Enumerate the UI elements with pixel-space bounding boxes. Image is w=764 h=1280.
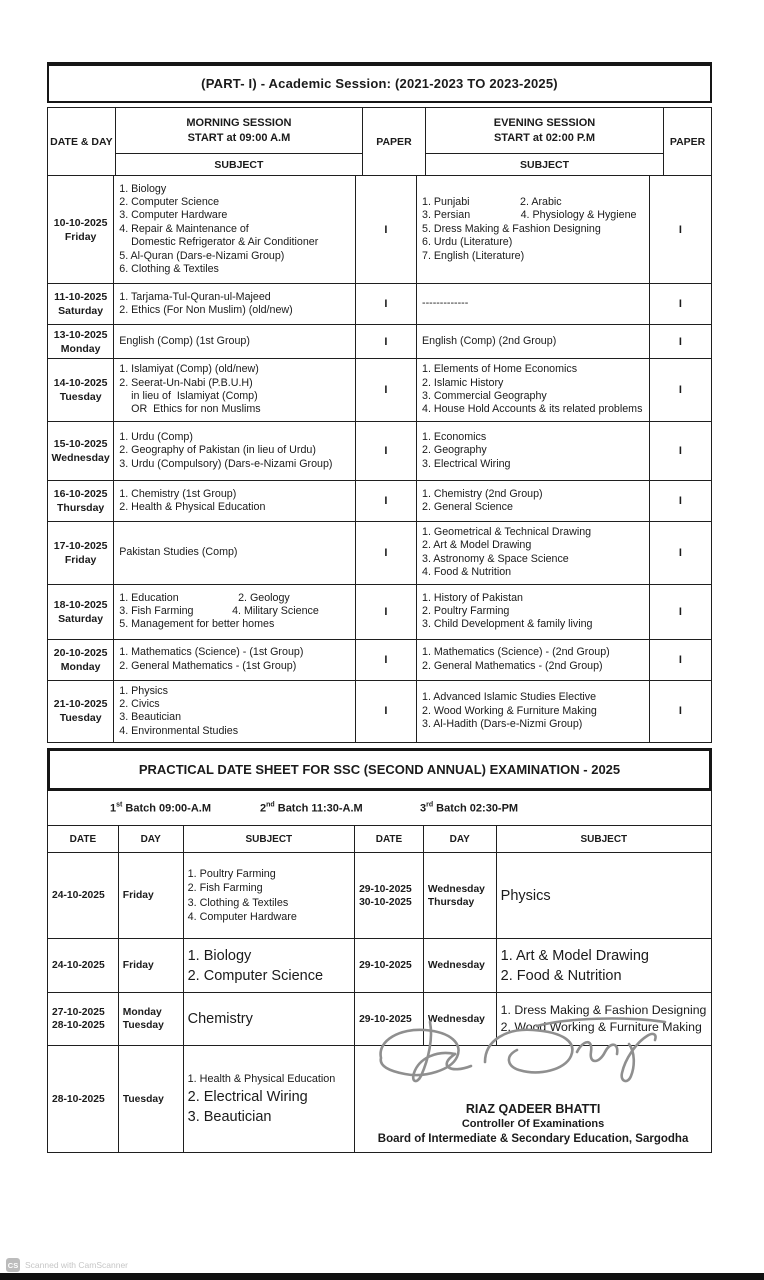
part1-title-box bbox=[47, 62, 712, 103]
paper-number-cell: I bbox=[356, 176, 417, 283]
morning-session-line1: MORNING SESSION bbox=[186, 116, 292, 129]
subject-line: 2. Electrical Wiring bbox=[187, 1088, 308, 1105]
subject-line: 4. Computer Hardware bbox=[187, 911, 297, 924]
exam-row bbox=[48, 359, 711, 422]
evening-subjects-cell bbox=[417, 681, 650, 743]
subject-line: 2. Geography of Pakistan (in lieu of Urdu) bbox=[119, 444, 316, 457]
batch-times-row bbox=[47, 791, 712, 826]
paper-number-cell: I bbox=[356, 681, 417, 743]
practical-date-cell bbox=[48, 853, 119, 938]
paper-number-cell: I bbox=[678, 495, 682, 507]
subject-line: 3. Beautician bbox=[187, 1108, 272, 1125]
exam-date: 11-10-2025 bbox=[54, 291, 108, 303]
practical-row bbox=[48, 939, 711, 993]
practical-col-header: SUBJECT bbox=[184, 826, 355, 852]
paper-number-cell: I bbox=[678, 445, 682, 457]
subject-line: 2. General Mathematics - (2nd Group) bbox=[422, 659, 603, 672]
practical-subject-cell bbox=[184, 853, 355, 938]
morning-subjects-cell bbox=[114, 481, 355, 521]
subject-line: 3. Astronomy & Space Science bbox=[422, 552, 569, 565]
subject-line: 1. Chemistry (2nd Group) bbox=[422, 487, 543, 500]
col-header-date-day: DATE & DAY bbox=[48, 108, 116, 175]
practical-day: Wednesday bbox=[427, 883, 485, 895]
morning-subjects-cell bbox=[114, 176, 355, 283]
practical-table bbox=[47, 826, 712, 1153]
evening-session-line2: START at 02:00 P.M bbox=[493, 131, 596, 144]
exam-date: 14-10-2025 bbox=[53, 377, 108, 389]
subject-line: 3. Electrical Wiring bbox=[422, 457, 511, 470]
exam-date: 13-10-2025 bbox=[53, 328, 108, 341]
part1-exam-table bbox=[47, 107, 712, 743]
batch-time-label: 3rd Batch 02:30-PM bbox=[420, 801, 519, 815]
practical-day: Monday bbox=[122, 1007, 162, 1019]
paper-number-cell: I bbox=[678, 384, 682, 396]
subject-line: 1. Tarjama-Tul-Quran-ul-Majeed bbox=[119, 290, 271, 303]
subject-line: 1. Punjabi 2. Arabic bbox=[422, 195, 562, 208]
subject-line: in lieu of Islamiyat (Comp) bbox=[119, 390, 258, 402]
col-group-evening bbox=[426, 108, 664, 175]
practical-date: 28-10-2025 bbox=[52, 1093, 105, 1105]
evening-subjects-cell bbox=[417, 284, 650, 324]
practical-table-header bbox=[48, 826, 711, 853]
exam-row bbox=[48, 522, 711, 585]
col-group-morning bbox=[116, 108, 363, 175]
signatory-name: RIAZ QADEER BHATTI bbox=[465, 1102, 601, 1117]
subject-line: 2. Wood Working & Furniture Making bbox=[500, 1020, 702, 1035]
paper-number-cell: I bbox=[356, 325, 417, 358]
part1-table-header bbox=[48, 108, 711, 176]
practical-date-cell bbox=[48, 939, 119, 992]
document-body bbox=[47, 62, 712, 1153]
practical-date: 29-10-2025 bbox=[359, 1013, 412, 1025]
practical-col-header: SUBJECT bbox=[580, 833, 628, 845]
exam-row bbox=[48, 481, 711, 522]
date-day-cell bbox=[48, 481, 114, 521]
exam-date: 21-10-2025 bbox=[53, 698, 108, 711]
practical-date: 24-10-2025 bbox=[52, 890, 105, 902]
practical-day: Friday bbox=[122, 960, 154, 972]
practical-row bbox=[48, 1046, 711, 1152]
subject-line: English (Comp) (1st Group) bbox=[119, 334, 250, 347]
exam-row bbox=[48, 681, 711, 743]
practical-col-header: DATE bbox=[48, 826, 119, 852]
subject-line: 4. Repair & Maintenance of bbox=[119, 222, 249, 235]
subject-line: 1. Health & Physical Education bbox=[187, 1073, 336, 1085]
practical-date: 28-10-2025 bbox=[52, 1020, 105, 1032]
subject-line: 1. Mathematics (Science) - (1st Group) bbox=[119, 646, 304, 659]
subject-line: 2. Geography bbox=[422, 444, 487, 457]
morning-subjects-cell bbox=[114, 284, 355, 324]
paper-number-cell: I bbox=[356, 640, 417, 680]
subject-line: 1. Education 2. Geology bbox=[119, 591, 290, 604]
evening-subjects-cell bbox=[417, 481, 650, 521]
practical-date: 30-10-2025 bbox=[359, 896, 412, 908]
subject-line: 2. General Science bbox=[422, 501, 513, 513]
morning-subjects-cell bbox=[114, 640, 355, 680]
paper-number-cell: I bbox=[356, 522, 417, 584]
subject-line: 3. Child Development & family living bbox=[422, 618, 593, 631]
paper-number-cell: I bbox=[678, 705, 682, 718]
subject-line: 4. Environmental Studies bbox=[119, 724, 239, 737]
exam-row bbox=[48, 284, 711, 325]
exam-day: Tuesday bbox=[59, 391, 102, 403]
practical-subject-cell bbox=[184, 1046, 355, 1152]
practical-date-cell bbox=[48, 993, 119, 1045]
practical-date-cell bbox=[355, 939, 424, 992]
camscanner-text: Scanned with CamScanner bbox=[25, 1260, 129, 1270]
date-day-cell bbox=[48, 522, 114, 584]
practical-day: Wednesday bbox=[427, 960, 485, 972]
practical-date: 29-10-2025 bbox=[359, 960, 412, 972]
morning-subjects-cell bbox=[114, 359, 355, 421]
subject-line: 1. Geometrical & Technical Drawing bbox=[422, 526, 592, 538]
evening-subjects-cell bbox=[417, 359, 650, 421]
exam-row bbox=[48, 422, 711, 481]
practical-col-header: DATE bbox=[355, 826, 424, 852]
morning-subjects-cell bbox=[114, 522, 355, 584]
practical-day: Thursday bbox=[427, 896, 475, 908]
subject-line: 1. Economics bbox=[422, 430, 487, 443]
practical-date: 27-10-2025 bbox=[52, 1007, 105, 1019]
subject-line: 4. House Hold Accounts & its related problems bbox=[422, 403, 643, 416]
practical-subject-cell bbox=[184, 993, 355, 1045]
practical-day-cell bbox=[424, 939, 497, 992]
paper-number-cell: I bbox=[356, 422, 417, 480]
practical-row bbox=[48, 853, 711, 939]
subject-line: 3. Al-Hadith (Dars-e-Nizmi Group) bbox=[422, 718, 583, 731]
practical-col-header: DAY bbox=[424, 826, 497, 852]
subject-line: 2. Computer Science bbox=[119, 195, 220, 208]
evening-session-header bbox=[426, 108, 663, 154]
subject-line: 2. Health & Physical Education bbox=[119, 501, 266, 513]
subject-line: 1. Elements of Home Economics bbox=[422, 363, 578, 376]
subject-line: 4. Food & Nutrition bbox=[422, 566, 512, 579]
practical-row bbox=[48, 993, 711, 1046]
subject-line: 1. Mathematics (Science) - (2nd Group) bbox=[422, 646, 610, 659]
date-day-cell bbox=[48, 640, 114, 680]
practical-day-cell bbox=[119, 853, 184, 938]
subject-line: Physics bbox=[500, 887, 551, 904]
subject-line: 5. Al-Quran (Dars-e-Nizami Group) bbox=[119, 249, 285, 262]
practical-day: Wednesday bbox=[427, 1013, 485, 1025]
exam-day: Friday bbox=[64, 230, 97, 243]
evening-session-line1: EVENING SESSION bbox=[493, 116, 596, 129]
subject-line: 1. Biology bbox=[187, 947, 252, 964]
paper-number-cell: I bbox=[356, 585, 417, 639]
subject-line: 3. Computer Hardware bbox=[119, 209, 228, 222]
exam-day: Saturday bbox=[58, 305, 104, 317]
subject-line: 3. Persian 4. Physiology & Hygiene bbox=[422, 209, 637, 222]
practical-subject-cell bbox=[497, 939, 711, 992]
subject-line: 3. Commercial Geography bbox=[422, 390, 547, 402]
subject-line: 2. Food & Nutrition bbox=[500, 967, 622, 984]
date-day-cell bbox=[48, 681, 114, 743]
signatory-block bbox=[355, 1102, 711, 1147]
subject-line: Domestic Refrigerator & Air Conditioner bbox=[119, 236, 319, 249]
paper-number-cell: I bbox=[678, 335, 682, 348]
part1-title: (PART- I) - Academic Session: (2021-2023 TO 2023-2025) bbox=[201, 76, 558, 91]
subject-line: 7. English (Literature) bbox=[422, 249, 525, 262]
date-day-cell bbox=[48, 325, 114, 358]
exam-day: Friday bbox=[64, 553, 97, 566]
subject-line: 3. Urdu (Compulsory) (Dars-e-Nizami Group) bbox=[119, 457, 333, 470]
exam-row bbox=[48, 176, 711, 284]
signatory-role: Controller Of Examinations bbox=[461, 1118, 605, 1131]
date-day-cell bbox=[48, 359, 114, 421]
practical-day: Friday bbox=[122, 890, 154, 902]
exam-day: Monday bbox=[60, 342, 101, 355]
subject-line: 1. Advanced Islamic Studies Elective bbox=[422, 691, 597, 704]
exam-date: 18-10-2025 bbox=[53, 598, 108, 611]
subject-line: 1. Biology bbox=[119, 182, 167, 195]
practical-subject-cell bbox=[497, 853, 711, 938]
date-day-cell bbox=[48, 422, 114, 480]
exam-row bbox=[48, 640, 711, 681]
subject-line: 2. Poultry Farming bbox=[422, 604, 510, 617]
exam-day: Tuesday bbox=[59, 712, 102, 725]
subject-line: 1. History of Pakistan bbox=[422, 591, 523, 604]
exam-day: Thursday bbox=[57, 502, 105, 514]
subject-line: 6. Urdu (Literature) bbox=[422, 236, 513, 249]
subject-line: 1. Islamiyat (Comp) (old/new) bbox=[119, 363, 259, 376]
signature-cell bbox=[355, 1046, 711, 1152]
subject-line: Pakistan Studies (Comp) bbox=[119, 546, 238, 559]
evening-subject-header: SUBJECT bbox=[519, 158, 569, 171]
subject-line: 1. Art & Model Drawing bbox=[500, 947, 649, 964]
evening-subjects-cell bbox=[417, 522, 650, 584]
date-day-cell bbox=[48, 176, 114, 283]
evening-subjects-cell bbox=[417, 325, 650, 358]
subject-line: 2. General Mathematics - (1st Group) bbox=[119, 659, 297, 672]
exam-date: 15-10-2025 bbox=[53, 438, 108, 450]
subject-line: 6. Clothing & Textiles bbox=[119, 263, 219, 276]
subject-line: 1. Urdu (Comp) bbox=[119, 430, 193, 443]
subject-line: 1. Chemistry (1st Group) bbox=[119, 487, 237, 500]
practical-date-cell bbox=[48, 1046, 119, 1152]
subject-line: 2. Islamic History bbox=[422, 376, 504, 389]
exam-date: 16-10-2025 bbox=[53, 488, 108, 500]
morning-subjects-cell bbox=[114, 325, 355, 358]
subject-line: 2. Computer Science bbox=[187, 967, 324, 984]
batch-time-label: 1st Batch 09:00-A.M bbox=[110, 801, 211, 815]
exam-date: 20-10-2025 bbox=[53, 646, 108, 659]
evening-subjects-cell bbox=[417, 640, 650, 680]
col-header-paper-evening: PAPER bbox=[669, 135, 706, 148]
morning-subjects-cell bbox=[114, 422, 355, 480]
subject-line: English (Comp) (2nd Group) bbox=[422, 334, 557, 347]
paper-number-cell: I bbox=[678, 653, 682, 666]
camscanner-watermark bbox=[6, 1258, 128, 1272]
subject-line: 1. Dress Making & Fashion Designing bbox=[500, 1003, 707, 1018]
practical-day-cell bbox=[119, 939, 184, 992]
col-header-paper-morning: PAPER bbox=[363, 108, 426, 175]
practical-date-cell bbox=[355, 853, 424, 938]
practical-date: 29-10-2025 bbox=[359, 883, 412, 895]
exam-day: Wednesday bbox=[51, 452, 110, 464]
paper-number-cell: I bbox=[356, 359, 417, 421]
signatory-organization: Board of Intermediate & Secondary Education, Sargodha bbox=[377, 1133, 689, 1146]
morning-session-line2: START at 09:00 A.M bbox=[187, 131, 291, 144]
exam-row bbox=[48, 325, 711, 359]
subject-line: 2. Civics bbox=[119, 698, 160, 711]
paper-number-cell: I bbox=[678, 298, 682, 310]
exam-day: Saturday bbox=[58, 612, 104, 625]
practical-day-cell bbox=[119, 1046, 184, 1152]
subject-line: Chemistry bbox=[187, 1011, 253, 1028]
morning-subjects-cell bbox=[114, 681, 355, 743]
evening-subjects-cell bbox=[417, 422, 650, 480]
paper-number-cell: I bbox=[678, 546, 682, 559]
subject-line: 3. Clothing & Textiles bbox=[187, 896, 289, 909]
subject-line: 5. Management for better homes bbox=[119, 618, 275, 631]
paper-number-cell: I bbox=[678, 605, 682, 618]
practical-col-header: DAY bbox=[119, 826, 184, 852]
subject-line: 5. Dress Making & Fashion Designing bbox=[422, 222, 601, 235]
subject-line: 1. Poultry Farming bbox=[187, 867, 276, 880]
morning-subject-header: SUBJECT bbox=[214, 158, 264, 171]
morning-session-header bbox=[116, 108, 362, 154]
exam-row bbox=[48, 585, 711, 640]
bottom-black-bar bbox=[0, 1273, 764, 1280]
practical-date-cell bbox=[355, 993, 424, 1045]
subject-line: 2. Fish Farming bbox=[187, 882, 263, 895]
subject-line: OR Ethics for non Muslims bbox=[119, 403, 261, 416]
subject-line: 2. Wood Working & Furniture Making bbox=[422, 704, 597, 717]
camscanner-logo-icon: CS bbox=[6, 1258, 20, 1272]
subject-line: 2. Art & Model Drawing bbox=[422, 539, 532, 552]
subject-line: 3. Fish Farming 4. Military Science bbox=[119, 604, 319, 617]
practical-date: 24-10-2025 bbox=[52, 960, 105, 972]
practical-title-box bbox=[47, 748, 712, 791]
subject-line: 1. Physics bbox=[119, 684, 168, 697]
date-day-cell bbox=[48, 284, 114, 324]
paper-number-cell: I bbox=[356, 284, 417, 324]
evening-subjects-cell bbox=[417, 176, 650, 283]
practical-day: Tuesday bbox=[122, 1093, 164, 1105]
practical-subject-cell bbox=[184, 939, 355, 992]
subject-line: 3. Beautician bbox=[119, 711, 182, 724]
exam-date: 17-10-2025 bbox=[53, 539, 108, 552]
practical-day: Tuesday bbox=[122, 1020, 164, 1032]
subject-line: ------------- bbox=[422, 297, 469, 310]
part1-table-rows bbox=[48, 176, 711, 742]
practical-day-cell bbox=[119, 993, 184, 1045]
subject-line: 2. Ethics (For Non Muslim) (old/new) bbox=[119, 304, 293, 316]
practical-table-rows bbox=[48, 853, 711, 1152]
exam-day: Monday bbox=[60, 660, 101, 673]
practical-subject-cell bbox=[497, 993, 711, 1045]
subject-line: 2. Seerat-Un-Nabi (P.B.U.H) bbox=[119, 376, 253, 389]
paper-number-cell: I bbox=[356, 481, 417, 521]
practical-day-cell bbox=[424, 993, 497, 1045]
evening-subjects-cell bbox=[417, 585, 650, 639]
date-day-cell bbox=[48, 585, 114, 639]
paper-number-cell: I bbox=[678, 223, 682, 236]
practical-title: PRACTICAL DATE SHEET FOR SSC (SECOND ANNUAL) EXAMINATION - 2025 bbox=[138, 762, 621, 778]
practical-day-cell bbox=[424, 853, 497, 938]
exam-date: 10-10-2025 bbox=[53, 216, 108, 229]
batch-time-label: 2nd Batch 11:30-A.M bbox=[260, 801, 363, 815]
morning-subjects-cell bbox=[114, 585, 355, 639]
